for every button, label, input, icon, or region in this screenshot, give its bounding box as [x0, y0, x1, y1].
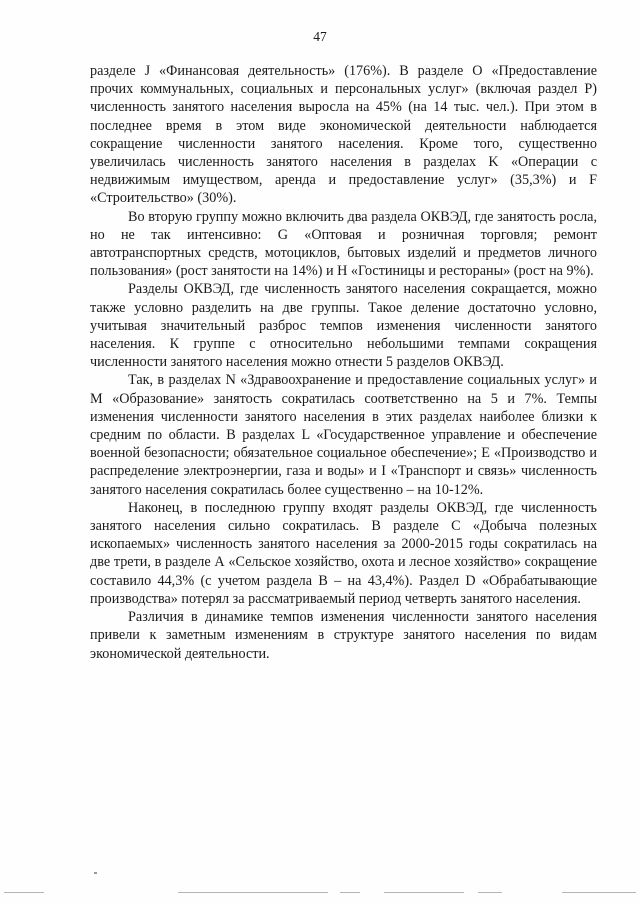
edge-dash: [178, 892, 328, 893]
edge-dash: [340, 892, 360, 893]
page-number: 47: [313, 29, 327, 44]
edge-dash: [384, 892, 464, 893]
edge-dash: [562, 892, 636, 893]
paragraph: Различия в динамике темпов изменения численности занятого населения привели к заметным изменениям в структуре занятого населения по видам экономической деятельности.: [90, 609, 597, 662]
paragraph: Так, в разделах N «Здравоохранение и предоставление социальных услуг» и M «Образование» занятость сократилась соответственно на 5 и 7%. Темпы изменения численности занятого населения в этих разделах наиболее близки к средним по области. В разделах L «Государственное управление и обеспечение военной безопасности; обязательное социальное обеспечение»; E «Производство и распределение электроэнергии, газа и воды» и I «Транспорт и связь» численность занятого населения сократилась более существенно – на 10-12%.: [90, 372, 597, 498]
paragraph: разделе J «Финансовая деятельность» (176%). В разделе О «Предоставление прочих коммунальных, социальных и персональных услуг» (включая раздел P) численность занятого населения выросла на 45% (на 14 тыс. чел.). При этом в последнее время в этом виде экономической деятельности наблюдается сокращение численности занятого населения. Кроме того, существенно увеличилась численность занятого населения в разделах K «Операции с недвижимым имуществом, аренда и предоставление услуг» (35,3%) и F «Строительство» (30%).: [90, 63, 597, 207]
paragraph: Наконец, в последнюю группу входят разделы ОКВЭД, где численность занятого населения сильно сократилась. В разделе С «Добыча полезных ископаемых» численность занятого населения за 2000-2015 годы сократилась на две трети, в разделе А «Сельское хозяйство, охота и лесное хозяйство» сокращение составило 44,3% (с учетом раздела В – на 43,4%). Раздел D «Обрабатывающие производства» потерял за рассматриваемый период четверть занятого населения.: [90, 499, 597, 607]
scan-speck: [94, 872, 97, 874]
edge-dash: [478, 892, 502, 893]
edge-dash: [4, 892, 44, 893]
paragraph: Разделы ОКВЭД, где численность занятого населения сокращается, можно также условно разделить на две группы. Такое деление достаточно условно, учитывая значительный разброс темпов изменения численности занятого населения. К группе с относительно небольшими темпами сокращения численности занятого населения можно отнести 5 разделов ОКВЭД.: [90, 281, 597, 371]
scan-bottom-edge: [0, 892, 640, 896]
paragraph: Во вторую группу можно включить два раздела ОКВЭД, где занятость росла, но не так интенсивно: G «Оптовая и розничная торговля; ремонт автотранспортных средств, мотоциклов, бытовых изделий и предметов личного пользования» (рост занятости на 14%) и H «Гостиницы и рестораны» (рост на 9%).: [90, 208, 597, 280]
document-body: [90, 62, 597, 663]
